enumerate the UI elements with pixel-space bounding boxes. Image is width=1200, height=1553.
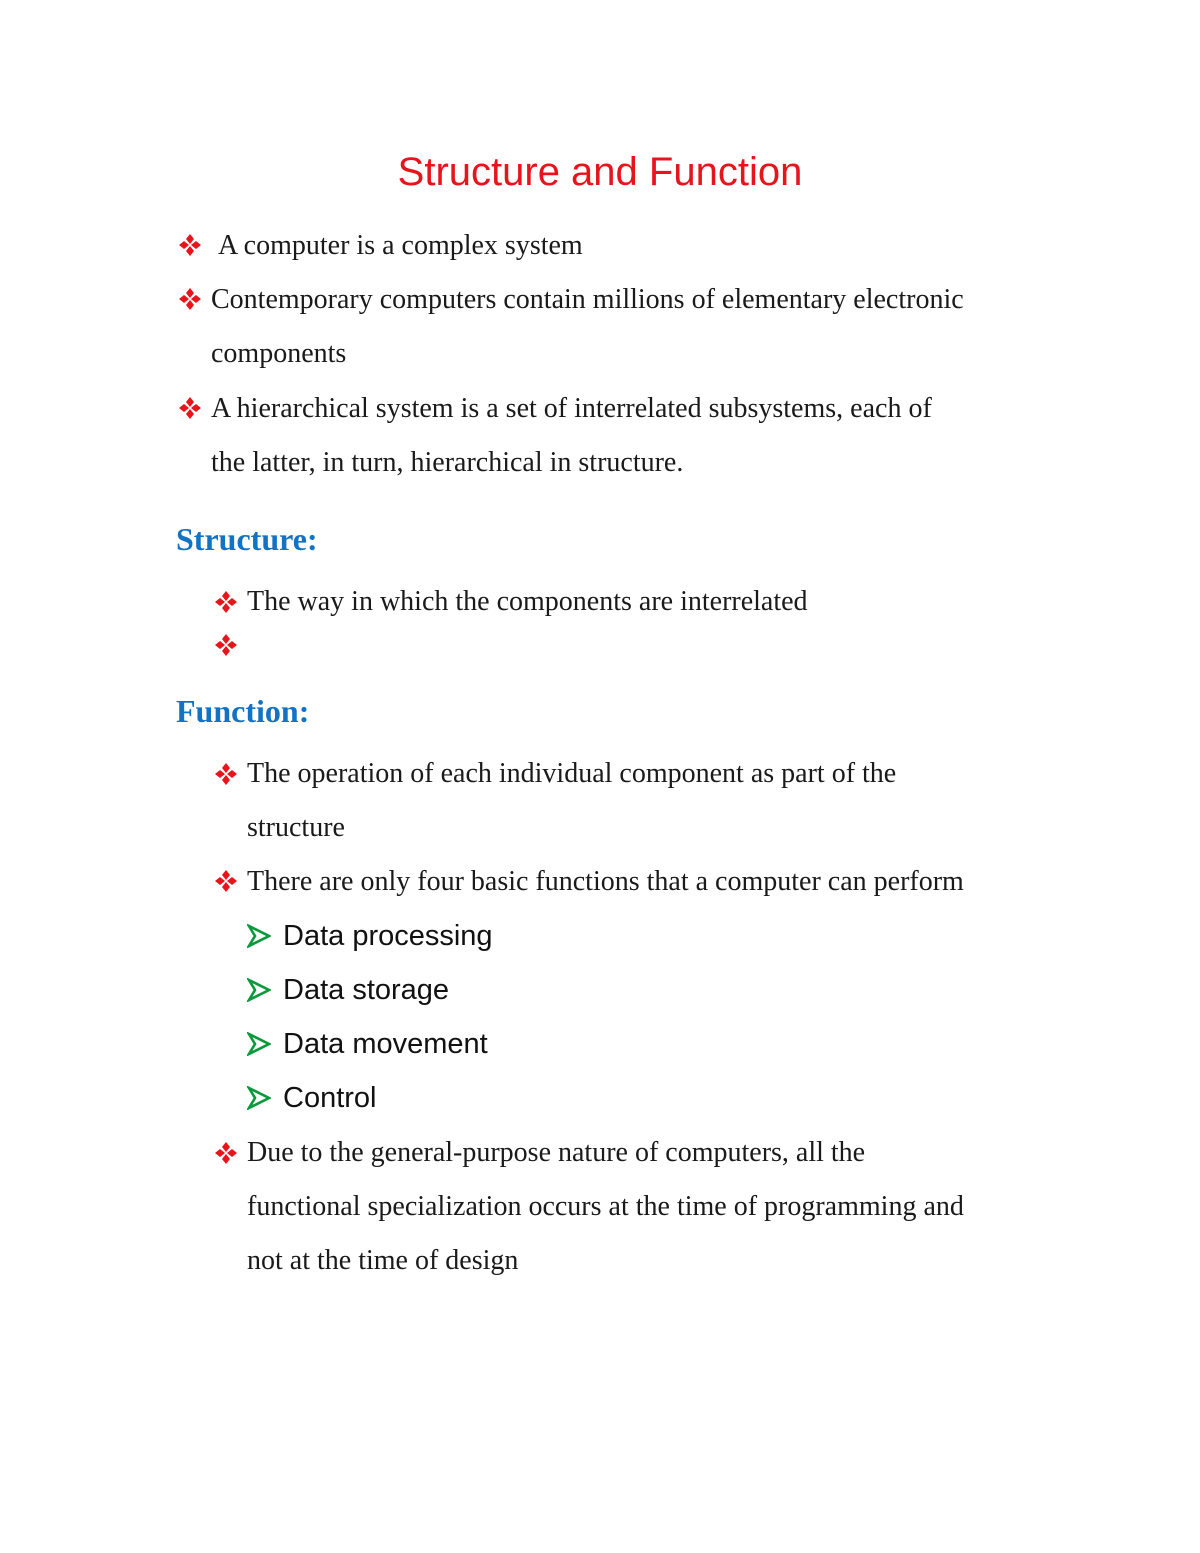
structure-item-1: The way in which the components are interrelated	[247, 586, 808, 617]
intro-item-2-line-2: components	[211, 338, 347, 369]
intro-item-2-line-1: Contemporary computers contain millions of elementary electronic	[211, 284, 964, 315]
four-diamond-bullet-icon	[214, 633, 238, 657]
four-diamond-bullet-icon	[214, 869, 238, 893]
four-diamond-bullet-icon	[178, 233, 202, 257]
function-closing-line-1: Due to the general-purpose nature of computers, all the	[247, 1137, 866, 1168]
four-diamond-bullet-icon	[178, 396, 202, 420]
function-sub-item-data-storage: Data storage	[283, 974, 450, 1006]
intro-item-3-line-2: the latter, in turn, hierarchical in structure.	[211, 447, 684, 478]
four-diamond-bullet-icon	[214, 762, 238, 786]
function-item-2-line-1: There are only four basic functions that a computer can perform	[247, 866, 964, 897]
function-sub-item-control: Control	[283, 1082, 377, 1114]
four-diamond-bullet-icon	[214, 1141, 238, 1165]
function-item-1-line-1: The operation of each individual component as part of the	[247, 758, 897, 789]
function-sub-item-data-processing: Data processing	[283, 920, 493, 952]
function-sub-item-data-movement: Data movement	[283, 1028, 488, 1060]
arrowhead-bullet-icon	[247, 1086, 271, 1110]
four-diamond-bullet-icon	[178, 287, 202, 311]
intro-item-3-line-1: A hierarchical system is a set of interrelated subsystems, each of	[211, 393, 932, 424]
page-title: Structure and Function	[397, 150, 803, 194]
intro-item-1-line-1: A computer is a complex system	[218, 230, 583, 261]
arrowhead-bullet-icon	[247, 978, 271, 1002]
function-item-1-line-2: structure	[247, 812, 345, 843]
function-closing-line-2: functional specialization occurs at the time of programming and	[247, 1191, 964, 1222]
four-diamond-bullet-icon	[214, 590, 238, 614]
function-closing-line-3: not at the time of design	[247, 1245, 519, 1276]
structure-heading: Structure:	[176, 521, 318, 557]
arrowhead-bullet-icon	[247, 924, 271, 948]
function-heading: Function:	[176, 693, 310, 729]
arrowhead-bullet-icon	[247, 1032, 271, 1056]
